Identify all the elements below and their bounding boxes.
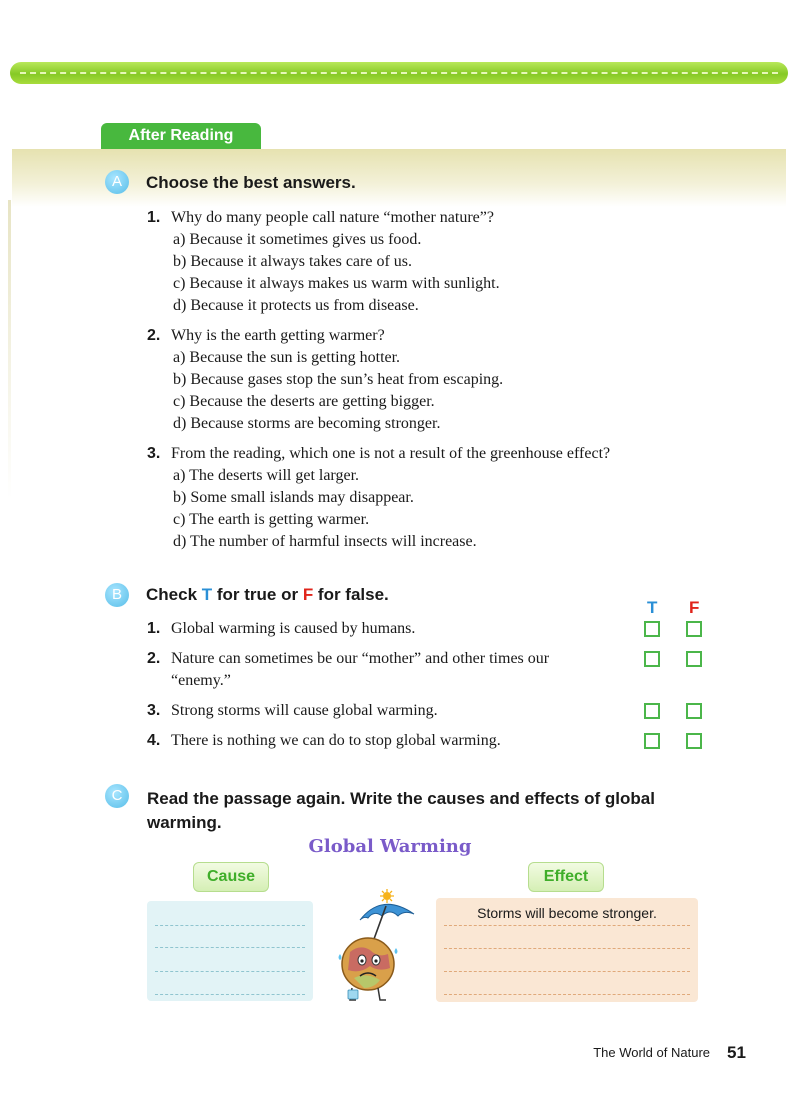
option-b: b) Some small islands may disappear. xyxy=(173,489,414,506)
true-checkbox-1[interactable] xyxy=(644,621,660,637)
false-checkbox-4[interactable] xyxy=(686,733,702,749)
question-text: Why is the earth getting warmer? xyxy=(171,327,385,344)
false-checkbox-3[interactable] xyxy=(686,703,702,719)
question-text: From the reading, which one is not a result of the greenhouse effect? xyxy=(171,445,611,462)
option-b: b) Because gases stop the sun’s heat from escaping. xyxy=(173,371,504,388)
false-checkbox-1[interactable] xyxy=(686,621,702,637)
question-number: 1. xyxy=(147,209,161,226)
option-c: c) The earth is getting warmer. xyxy=(173,511,370,528)
title-part: Check xyxy=(146,585,202,604)
writing-line xyxy=(444,971,690,972)
tf-statement-4 xyxy=(147,730,607,752)
question-2 xyxy=(147,325,747,435)
statement-number: 2. xyxy=(147,650,161,667)
option-c: c) Because it always makes us warm with sunlight. xyxy=(173,275,500,292)
false-checkbox-2[interactable] xyxy=(686,651,702,667)
statement-text: Strong storms will cause global warming. xyxy=(171,702,438,719)
section-c-badge: C xyxy=(105,784,129,808)
column-header-false: F xyxy=(689,598,700,617)
section-a-badge: A xyxy=(105,170,129,194)
effect-writing-box[interactable] xyxy=(436,898,698,1002)
section-c-title xyxy=(147,787,747,835)
statement-number: 1. xyxy=(147,620,161,637)
after-reading-tab: After Reading xyxy=(101,123,261,149)
effect-example-answer: Storms will become stronger. xyxy=(477,905,657,921)
true-checkbox-3[interactable] xyxy=(644,703,660,719)
option-d: d) Because it protects us from disease. xyxy=(173,297,419,314)
title-part: for true or xyxy=(212,585,303,604)
true-checkbox-4[interactable] xyxy=(644,733,660,749)
question-3 xyxy=(147,443,747,553)
writing-line xyxy=(155,994,305,995)
tf-statement-1 xyxy=(147,618,607,640)
section-c-title-line: warming. xyxy=(147,813,222,832)
section-b-title xyxy=(146,585,389,605)
diagram-title: Global Warming xyxy=(308,836,472,857)
question-1 xyxy=(147,207,747,317)
writing-line xyxy=(155,947,305,948)
section-a-title: Choose the best answers. xyxy=(146,173,356,192)
cause-writing-box[interactable] xyxy=(147,901,313,1001)
option-d: d) The number of harmful insects will increase. xyxy=(173,533,477,550)
option-c: c) Because the deserts are getting bigger. xyxy=(173,393,435,410)
sweating-earth-illustration xyxy=(330,888,426,1006)
option-a: a) The deserts will get larger. xyxy=(173,467,360,484)
ribbon-stitching xyxy=(20,72,778,74)
writing-line xyxy=(444,994,690,995)
true-checkbox-2[interactable] xyxy=(644,651,660,667)
option-a: a) Because it sometimes gives us food. xyxy=(173,231,422,248)
statement-text-continued: “enemy.” xyxy=(171,672,231,689)
effect-label: Effect xyxy=(528,862,604,892)
page-number: 51 xyxy=(727,1043,746,1062)
statement-text: There is nothing we can do to stop global warming. xyxy=(171,732,501,749)
writing-line xyxy=(444,925,690,926)
statement-number: 3. xyxy=(147,702,161,719)
left-margin-rule xyxy=(8,200,11,500)
question-text: Why do many people call nature “mother nature”? xyxy=(171,209,494,226)
title-part: for false. xyxy=(313,585,389,604)
option-b: b) Because it always takes care of us. xyxy=(173,253,413,270)
statement-text: Nature can sometimes be our “mother” and other times our xyxy=(171,650,550,667)
section-c-title-line: Read the passage again. Write the causes and effects of global xyxy=(147,789,655,808)
option-a: a) Because the sun is getting hotter. xyxy=(173,349,401,366)
writing-line xyxy=(155,925,305,926)
section-b-badge: B xyxy=(105,583,129,607)
writing-line xyxy=(444,948,690,949)
option-d: d) Because storms are becoming stronger. xyxy=(173,415,441,432)
statement-number: 4. xyxy=(147,732,161,749)
title-false-letter: F xyxy=(302,585,314,604)
tf-statement-2 xyxy=(147,648,617,692)
writing-line xyxy=(155,971,305,972)
column-header-true: T xyxy=(647,598,658,617)
tf-statement-3 xyxy=(147,700,607,722)
statement-text: Global warming is caused by humans. xyxy=(171,620,416,637)
footer-unit-title: The World of Nature xyxy=(593,1045,710,1060)
sun-icon xyxy=(380,889,394,903)
cause-label: Cause xyxy=(193,862,269,892)
title-true-letter: T xyxy=(201,585,213,604)
question-number: 2. xyxy=(147,327,161,344)
question-number: 3. xyxy=(147,445,161,462)
